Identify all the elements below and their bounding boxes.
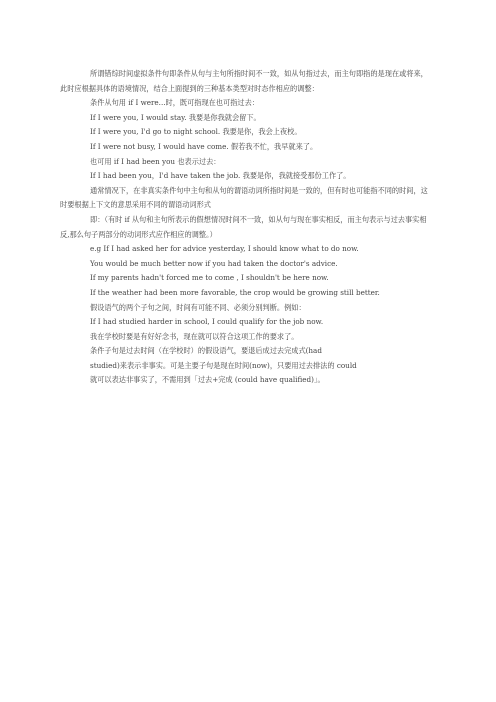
paragraph-analysis: 条件子句是过去时间（在学校时）的假设语气，要退后成过去完成式(had (90, 346, 322, 356)
paragraph-analysis: 就可以表达非事实了，不需用到「过去+完成 (could have qualified)」。 (90, 375, 325, 385)
example-sentence: You would be much better now if you had taken the doctor's advice. (90, 258, 338, 268)
example-sentence: If the weather had been more favorable, the crop would be growing still better. (90, 287, 380, 297)
paragraph-rule-if-i-had-been: 也可用 if I had been you 也表示过去： (90, 156, 221, 166)
example-sentence: If I were you, I'd go to night school. 我要是你，我会上夜校。 (90, 127, 302, 137)
paragraph-explanation-note: 即：（有时 if 从句和主句所表示的假想情况时间不一致，如从句与现在事实相反，而主句表示与过去事实相反,那么句子两部分的动词形式应作相应的调整。） (60, 214, 427, 239)
example-sentence: If I were you, I would stay. 我要是你我就会留下。 (90, 112, 261, 122)
example-sentence: If I were not busy, I would have come. 假若我不忙，我早就来了。 (90, 141, 318, 151)
example-sentence: If I had studied harder in school, I could qualify for the job now. (90, 317, 324, 327)
example-sentence: If my parents hadn't forced me to come , I shouldn't be here now. (90, 273, 329, 283)
paragraph-explanation: 通常情况下，在非真实条件句中主句和从句的谓语动词所指时间是一致的，但有时也可能指不同的时间，这时要根据上下文的意思采用不同的谓语动词形式 (60, 185, 428, 210)
example-sentence: If I had been you，I'd have taken the job. 我要是你，我就接受那份工作了。 (90, 171, 351, 181)
document-body (60, 67, 432, 388)
paragraph-intro: 所谓错综时间虚拟条件句即条件从句与主句所指时间不一致，如从句指过去，而主句即指的是现在或将来，此时应根据具体的语境情况，结合上面提到的三种基本类型对时态作相应的调整： (60, 69, 428, 93)
paragraph-analysis: studied)来表示非事实。可是主要子句是现在时间(now)，只要用过去排法的 could (90, 360, 357, 370)
example-translation: 我在学校时要是有好好念书，现在就可以符合这项工作的要求了。 (90, 331, 299, 341)
paragraph-rule-if-i-were: 条件从句用 if I were...时，既可指现在也可指过去： (90, 98, 259, 108)
paragraph-time-note: 假设语气的两个子句之间，时间有可能不同、必须分别判断。例如： (90, 302, 306, 312)
example-sentence: e.g If I had asked her for advice yesterday, I should know what to do now. (90, 244, 359, 254)
